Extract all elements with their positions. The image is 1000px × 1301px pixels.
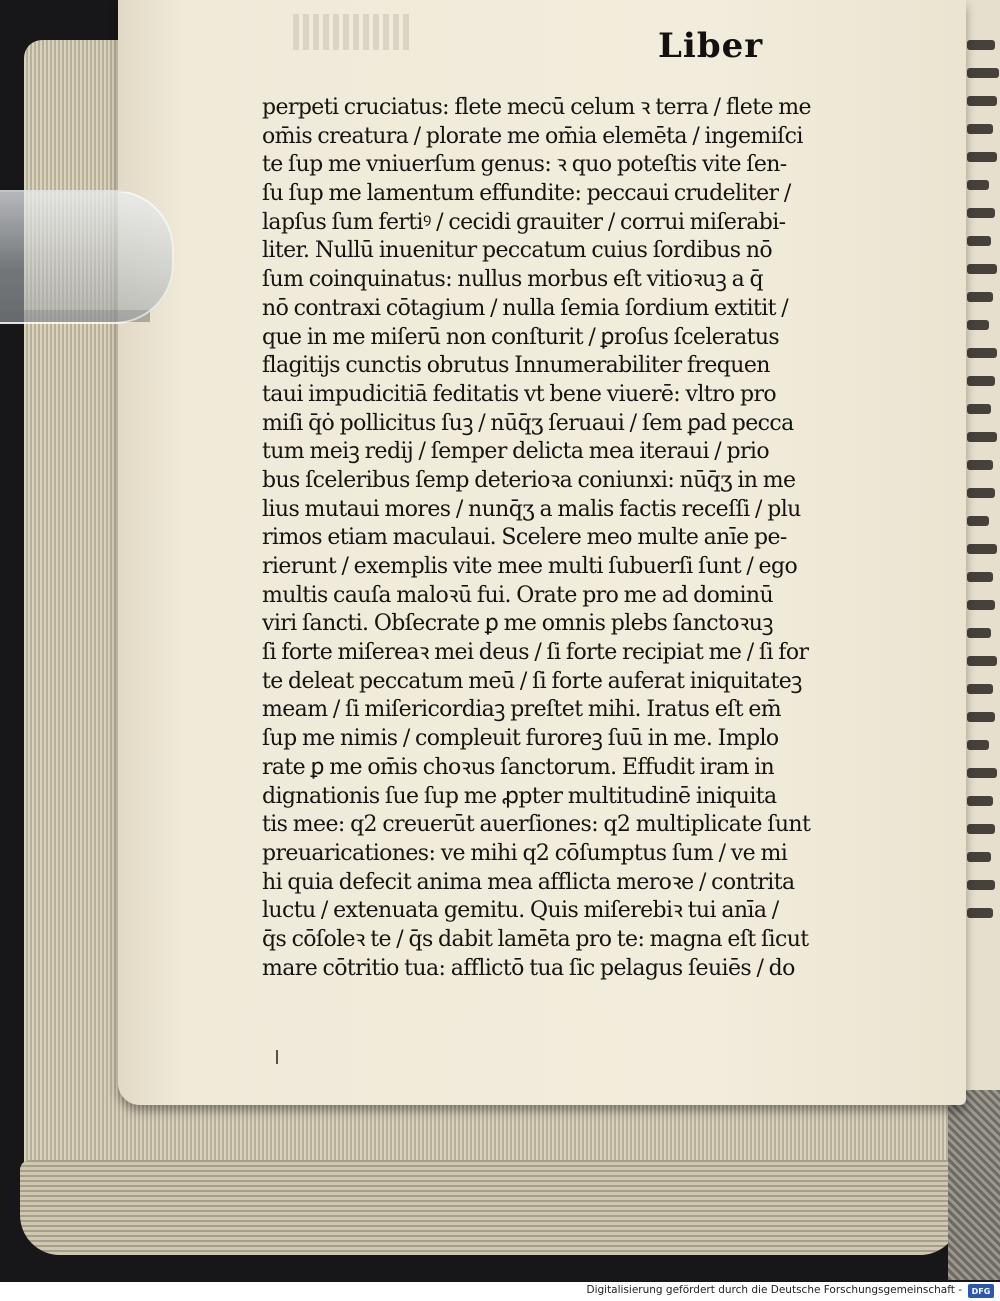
text-line: preuaricationes: ve mihi q2 cōſumptus ſum / ve mi [262,840,788,866]
text-line: liter. Nullū inuenitur peccatum cuius ſordibus nō [262,238,773,264]
text-line: miſi q̄ȯ pollicitus ſuꝫ / nūq̄ʒ ſeruaui / ſem ꝑad pecca [262,410,794,436]
text-line: dignationis ſue ſup me ꝓpter multitudinē iniquita [262,783,777,809]
text-line: rierunt / exemplis vite mee multi ſubuerſi ſunt / ego [262,554,798,579]
text-line: tum meiꝫ redij / ſemper delicta mea iteraui / prio [262,439,769,465]
book-cover-corner [948,1080,1000,1280]
book-bottom-edge [20,1160,960,1255]
text-line: te deleat peccatum meū / ſi forte auferat iniquitateꝫ [262,668,802,694]
footer-credit: Digitalisierung gefördert durch die Deutsche Forschungsgemeinschaft - [586,1284,962,1296]
text-line: viri ſancti. Obſecrate ꝑ me omnis plebs ſanctoꝛuꝫ [262,611,773,637]
page-mark [276,1050,278,1064]
text-line: ſum coinquinatus: nullus morbus eſt vitioꝛuꝫ a q̄ [262,267,764,293]
dfg-logo: DFG [968,1284,994,1298]
running-head: Liber [658,26,764,66]
text-line: lius mutaui mores / nunq̄ʒ a malis factis receſſi / plu [262,496,801,522]
text-line: tis mee: q2 creuerūt auerſiones: q2 multiplicate ſunt [262,812,811,838]
page-holder-clip [0,190,174,324]
text-line: perpeti cruciatus: flete mecū celum ꝛ terra / flete me [262,95,811,120]
text-line: hi quia defecit anima mea afflicta meroꝛe / contrita [262,869,795,895]
text-line: om̄is creatura / plorate me om̄ia elemēta / ingemiſci [262,123,803,149]
text-block [262,94,874,983]
text-line: ſup me nimis / compleuit furoreꝫ ſuū in me. Implo [262,726,779,752]
text-line: rate ꝑ me om̄is choꝛus ſanctorum. Effudit iram in [262,754,775,780]
text-line: te ſup me vniuerſum genus: ꝛ quo poteſtis vite ſen- [262,152,787,178]
text-line: meam / ſi miſericordiaꝫ preſtet mihi. Iratus eſt em̄ [262,697,782,723]
text-line: ſu ſup me lamentum effundite: peccaui crudeliter / [262,181,791,207]
show-through-text [293,14,413,50]
text-line: mare cōtritio tua: afflictō tua ſic pelagus ſeuiēs / do [262,955,795,981]
text-line: lapſus ſum fertiꝰ / cecidi grauiter / corrui miſerabi- [262,209,786,235]
text-line: nō contraxi cōtagium / nulla ſemia ſordium extitit / [262,295,789,321]
text-line: ſi forte miſereaꝛ mei deus / ſi forte recipiat me / ſi for [262,640,809,666]
text-line: q̄s cōſoleꝛ te / q̄s dabit lamēta pro te: magna eſt ſicut [262,926,809,952]
text-line: bus ſceleribus ſemp deterioꝛa coniunxi: nūq̄ʒ in me [262,467,796,493]
text-line: taui impudicitiā feditatis vt bene viuerē: vltro pro [262,381,777,407]
footer-strip [0,1282,1000,1301]
text-line: luctu / extenuata gemitu. Quis miſerebiꝛ tui anīa / [262,898,779,924]
text-line: flagitijs cunctis obrutus Innumerabiliter frequen [262,353,770,379]
text-line: que in me miſerū non conſturit / ꝑroſus ſceleratus [262,324,780,350]
text-line: rimos etiam maculaui. Scelere meo multe anīe pe- [262,525,787,551]
text-line: multis cauſa maloꝛū fui. Orate pro me ad dominū [262,582,774,608]
